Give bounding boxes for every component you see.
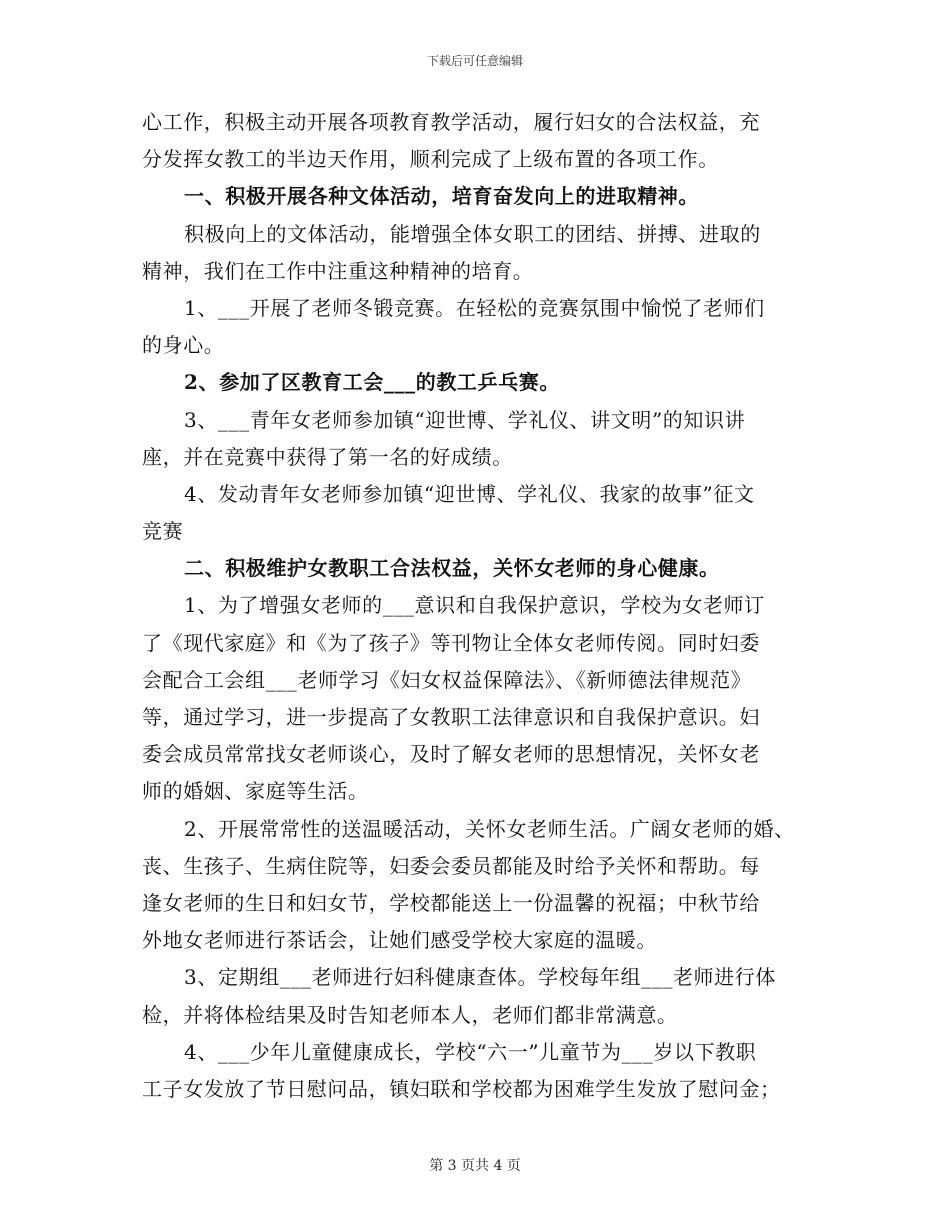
list-item-line: 逢女老师的生日和妇女节，学校都能送上一份温馨的祝福；中秋节给: [142, 890, 760, 915]
list-item-line: 4、___少年儿童健康成长，学校“六一”儿童节为___岁以下教职: [184, 1039, 757, 1064]
list-item-line: 外地女老师进行茶话会，让她们感受学校大家庭的温暖。: [142, 928, 657, 953]
list-item-line: 1、为了增强女老师的___意识和自我保护意识，学校为女老师订: [184, 593, 765, 618]
list-item-line: 师的婚姻、家庭等生活。: [142, 779, 369, 804]
paragraph-line: 分发挥女教工的半边天作用，顺利完成了上级布置的各项工作。: [142, 147, 719, 172]
list-item-line: 丧、生孩子、生病住院等，妇委会委员都能及时给予关怀和帮助。每: [142, 853, 760, 878]
list-item-line: 委会成员常常找女老师谈心，及时了解女老师的思想情况，关怀女老: [142, 742, 760, 767]
list-item-line: 3、___青年女老师参加镇“迎世博、学礼仪、讲文明”的知识讲: [184, 407, 746, 432]
list-item-line: 2、开展常常性的送温暖活动，关怀女老师生活。广阔女老师的婚、: [184, 816, 795, 841]
paragraph-line: 精神，我们在工作中注重这种精神的培育。: [142, 258, 534, 283]
list-item-line: 1、___开展了老师冬锻竞赛。在轻松的竞赛氛围中愉悦了老师们: [184, 295, 765, 320]
list-item-line: 2、参加了区教育工会___的教工乒乓赛。: [184, 370, 560, 395]
list-item-line: 的身心。: [142, 333, 225, 358]
list-item-line: 等，通过学习，进一步提高了女教职工法律意识和自我保护意识。妇: [142, 705, 760, 729]
page-header: 下载后可任意编辑: [426, 54, 523, 68]
list-item-line: 检，并将体检结果及时告知老师本人，老师们都非常满意。: [142, 1002, 678, 1027]
list-item-line: 了《现代家庭》和《为了孩子》等刊物让全体女老师传阅。同时妇委: [142, 630, 760, 655]
list-item-line: 会配合工会组___老师学习《妇女权益保障法》、《新师德法律规范》: [142, 667, 752, 692]
list-item-line: 工子女发放了节日慰问品，镇妇联和学校都为困难学生发放了慰问金；: [142, 1076, 781, 1101]
list-item-line: 3、定期组___老师进行妇科健康查体。学校每年组___老师进行体: [184, 965, 776, 990]
paragraph-line: 心工作，积极主动开展各项教育教学活动，履行妇女的合法权益，充: [142, 110, 760, 134]
paragraph-line: 积极向上的文体活动，能增强全体女职工的团结、拼搏、进取的: [184, 221, 761, 246]
list-item-line: 座，并在竞赛中获得了第一名的好成绩。: [142, 444, 513, 469]
section-heading-1: 一、积极开展各种文体活动，培育奋发向上的进取精神。: [184, 184, 699, 209]
page-footer: 第 3 页共 4 页: [429, 1158, 521, 1174]
list-item-line: 4、发动青年女老师参加镇“迎世博、学礼仪、我家的故事”征文: [184, 481, 755, 506]
section-heading-2: 二、积极维护女教职工合法权益，关怀女老师的身心健康。: [184, 556, 720, 581]
document-body: [142, 104, 832, 1108]
list-item-line: 竞赛: [142, 519, 184, 544]
